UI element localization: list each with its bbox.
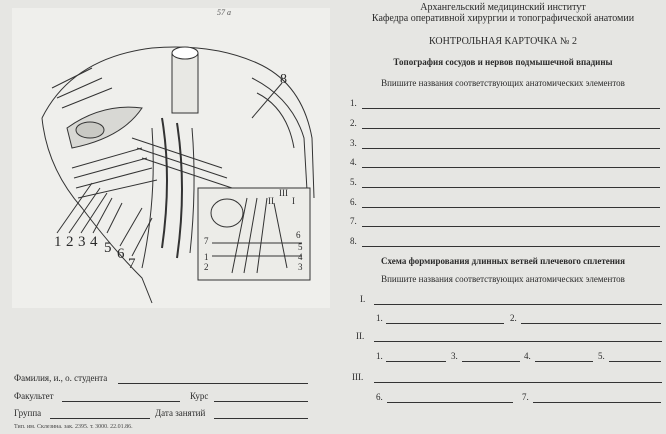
inset-label-5: 5 (298, 242, 303, 252)
sub-item-4: 4. (524, 351, 531, 361)
sub-item-5: 5. (598, 351, 605, 361)
inset-label-III: III (279, 188, 288, 198)
answer-line[interactable] (362, 187, 660, 188)
institute-name: Архангельский медицинский институт (420, 2, 586, 13)
answer-line[interactable] (362, 207, 660, 208)
anatomy-illustration (12, 8, 330, 308)
figure-label-5: 5 (104, 240, 112, 256)
roman-III: III. (352, 372, 364, 382)
faculty-label: Факультет (14, 391, 54, 401)
list-item-number: 5. (350, 177, 357, 187)
faculty-field[interactable] (62, 401, 180, 402)
department-name: Кафедра оперативной хирургии и топографической анатомии (371, 13, 635, 24)
figure-label-8: 8 (280, 72, 287, 87)
answer-line-III[interactable] (374, 382, 662, 383)
list-item-number: 6. (350, 197, 357, 207)
list-item-number: 2. (350, 118, 357, 128)
list-item-number: 7. (350, 216, 357, 226)
sub-item-1: 1. (376, 351, 383, 361)
sub-item-6: 6. (376, 392, 383, 402)
roman-I: I. (360, 294, 366, 304)
list-item-number: 4. (350, 157, 357, 167)
answer-line[interactable] (521, 323, 661, 324)
answer-line[interactable] (362, 148, 660, 149)
date-field[interactable] (214, 418, 308, 419)
answer-line-I[interactable] (374, 304, 662, 305)
group-label: Группа (14, 408, 42, 418)
sub-item-7: 7. (522, 392, 529, 402)
answer-line[interactable] (362, 128, 660, 129)
inset-label-6: 6 (296, 230, 301, 240)
roman-II: II. (356, 331, 365, 341)
inset-label-I: I (292, 196, 295, 206)
card-title: КОНТРОЛЬНАЯ КАРТОЧКА № 2 (429, 36, 577, 47)
student-name-field[interactable] (118, 383, 308, 384)
sub-item-1: 1. (376, 313, 383, 323)
list-item-number: 3. (350, 138, 357, 148)
instruction-2: Впишите названия соответствующих анатомических элементов (381, 274, 625, 284)
inset-label-2: 2 (204, 262, 209, 272)
sub-item-3: 3. (451, 351, 458, 361)
group-field[interactable] (50, 418, 150, 419)
student-name-label: Фамилия, и., о. студента (14, 373, 108, 383)
answer-line[interactable] (535, 361, 593, 362)
course-label: Курс (190, 391, 209, 401)
instruction-1: Впишите названия соответствующих анатомических элементов (381, 78, 625, 88)
course-field[interactable] (214, 401, 308, 402)
sub-item-2: 2. (510, 313, 517, 323)
inset-label-II: II (268, 196, 274, 206)
inset-label-1: 1 (204, 252, 209, 262)
answer-line[interactable] (462, 361, 520, 362)
print-info: Тип. им. Склезина. зак. 2395. т. 3000. 22.01.86. (14, 424, 133, 430)
inset-label-4: 4 (298, 252, 303, 262)
answer-line[interactable] (362, 246, 660, 247)
answer-line[interactable] (386, 323, 504, 324)
answer-line[interactable] (362, 226, 660, 227)
answer-line[interactable] (362, 167, 660, 168)
figure-label-4: 4 (90, 234, 98, 250)
scheme-title: Схема формирования длинных ветвей плечевого сплетения (380, 256, 625, 266)
topic-title: Топография сосудов и нервов подмышечной впадины (393, 57, 613, 67)
inset-label-7: 7 (204, 236, 209, 246)
answer-line[interactable] (609, 361, 661, 362)
figure-label-6: 6 (117, 246, 125, 262)
answer-line[interactable] (386, 361, 446, 362)
handwritten-note: 57 а (217, 8, 231, 17)
answer-line[interactable] (387, 402, 513, 403)
answer-line[interactable] (362, 108, 660, 109)
date-label: Дата занятий (155, 408, 206, 418)
figure-label-7: 7 (128, 256, 136, 272)
figure-label-1: 1 (54, 234, 62, 250)
answer-line-II[interactable] (374, 341, 662, 342)
axilla-drawing (12, 8, 330, 308)
inset-label-3: 3 (298, 262, 303, 272)
list-item-number: 8. (350, 236, 357, 246)
list-item-number: 1. (350, 98, 357, 108)
figure-label-2: 2 (66, 234, 74, 250)
figure-label-3: 3 (78, 234, 86, 250)
answer-line[interactable] (533, 402, 661, 403)
